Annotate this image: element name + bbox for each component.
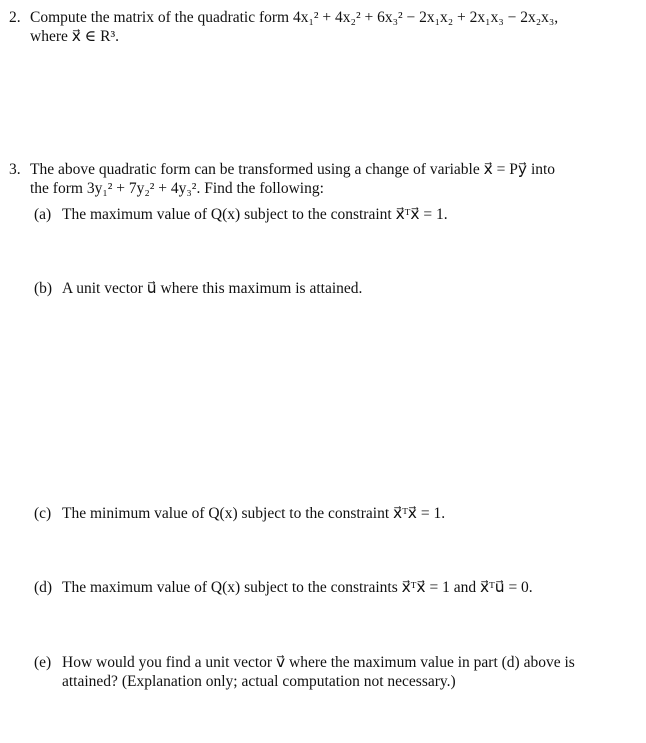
part-d-label: (d) [34, 579, 53, 596]
problem-2-number: 2. [9, 9, 21, 26]
part-c-label: (c) [34, 505, 52, 522]
part-e-label: (e) [34, 654, 52, 671]
problem-3-statement-line-1: The above quadratic form can be transformed using a change of variable x⃗ = Py⃗ into [30, 161, 556, 178]
part-c-text: The minimum value of Q(x) subject to the constraint x⃗ᵀx⃗ = 1. [62, 505, 446, 522]
part-b-text: A unit vector u⃗ where this maximum is attained. [62, 280, 363, 297]
part-b-label: (b) [34, 280, 53, 297]
problem-2-statement-line-2: where x⃗ ∈ R³. [30, 28, 119, 45]
problem-3-statement-line-2: the form 3y₁² + 7y₂² + 4y₃². Find the following: [30, 180, 324, 197]
part-d-text: The maximum value of Q(x) subject to the constraints x⃗ᵀx⃗ = 1 and x⃗ᵀu⃗ = 0. [62, 579, 533, 596]
part-a-label: (a) [34, 206, 52, 223]
problem-2-statement-line-1: Compute the matrix of the quadratic form 4x₁² + 4x₂² + 6x₃² − 2x₁x₂ + 2x₁x₃ − 2x₂x₃, [30, 9, 559, 26]
part-e-text-line-1: How would you find a unit vector v⃗ where the maximum value in part (d) above is [62, 654, 575, 671]
problem-3-number: 3. [9, 161, 21, 178]
part-a-text: The maximum value of Q(x) subject to the constraint x⃗ᵀx⃗ = 1. [62, 206, 448, 223]
part-e-text-line-2: attained? (Explanation only; actual computation not necessary.) [62, 673, 456, 690]
